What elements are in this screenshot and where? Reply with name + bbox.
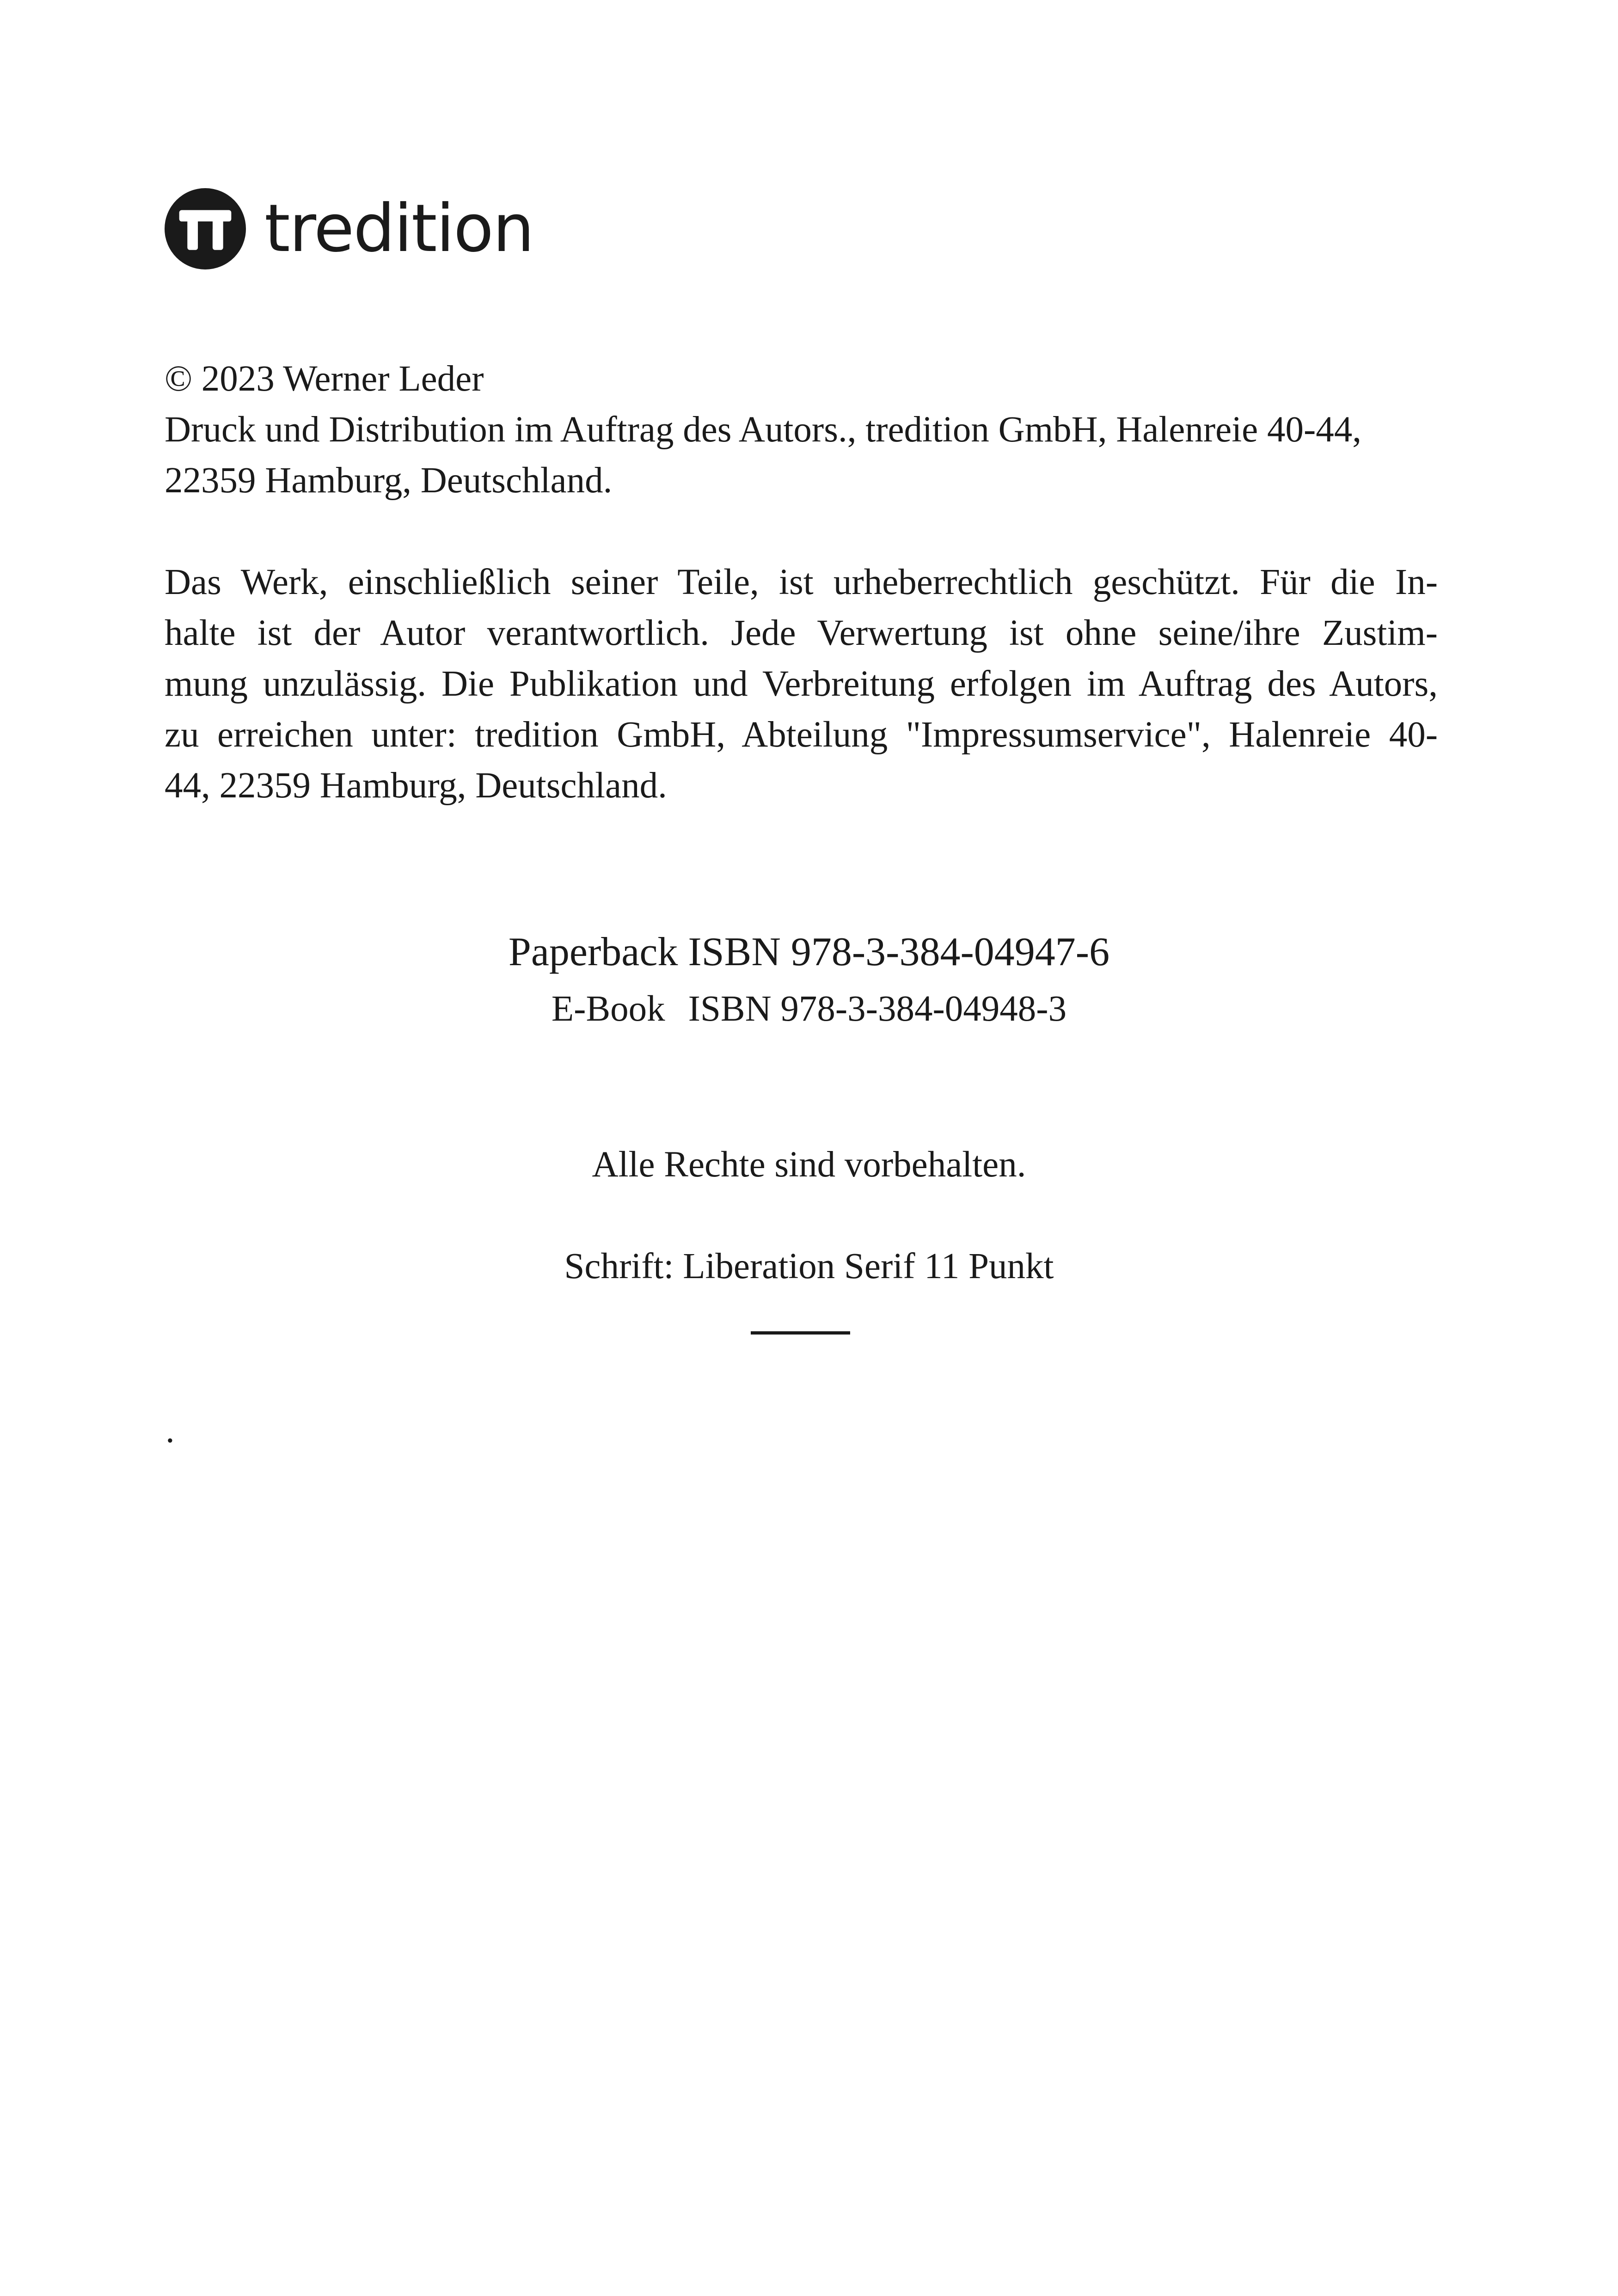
legal-line-3: mung unzulässig. Die Publikation und Verbreitung erfolgen im Auftrag des Autors, <box>165 664 1438 704</box>
tredition-logo-icon <box>165 188 246 269</box>
address-line: 22359 Hamburg, Deutschland. <box>165 460 613 501</box>
trailing-dot: . <box>165 1410 175 1451</box>
ebook-isbn <box>0 984 1618 1035</box>
legal-line-5: 44, 22359 Hamburg, Deutschland. <box>165 765 667 806</box>
legal-line-1: Das Werk, einschließlich seiner Teile, ist urheberrechtlich geschützt. Für die In- <box>165 562 1438 602</box>
legal-line-2: halte ist der Autor verantwortlich. Jede Verwertung ist ohne seine/ihre Zustim- <box>165 613 1438 653</box>
font-note: Schrift: Liberation Serif 11 Punkt <box>564 1246 1054 1286</box>
rights-reserved: Alle Rechte sind vorbehalten. <box>592 1145 1026 1185</box>
divider-rule <box>751 1331 850 1335</box>
publisher-logo <box>165 185 533 273</box>
logo-wordmark: tredition <box>264 190 533 267</box>
ebook-label: E-Book <box>551 989 665 1029</box>
copyright-block <box>165 354 1438 506</box>
copyright-line: © 2023 Werner Leder <box>165 359 484 399</box>
legal-notice <box>165 557 1438 811</box>
distribution-line: Druck und Distribution im Auftrag des Autors., tredition GmbH, Halenreie 40-44, <box>165 410 1362 450</box>
ebook-isbn-number: ISBN 978-3-384-04948-3 <box>688 989 1067 1029</box>
paperback-isbn: Paperback ISBN 978-3-384-04947-6 <box>508 930 1110 974</box>
legal-line-4: zu erreichen unter: tredition GmbH, Abteilung "Impressumservice", Halenreie 40- <box>165 715 1438 755</box>
